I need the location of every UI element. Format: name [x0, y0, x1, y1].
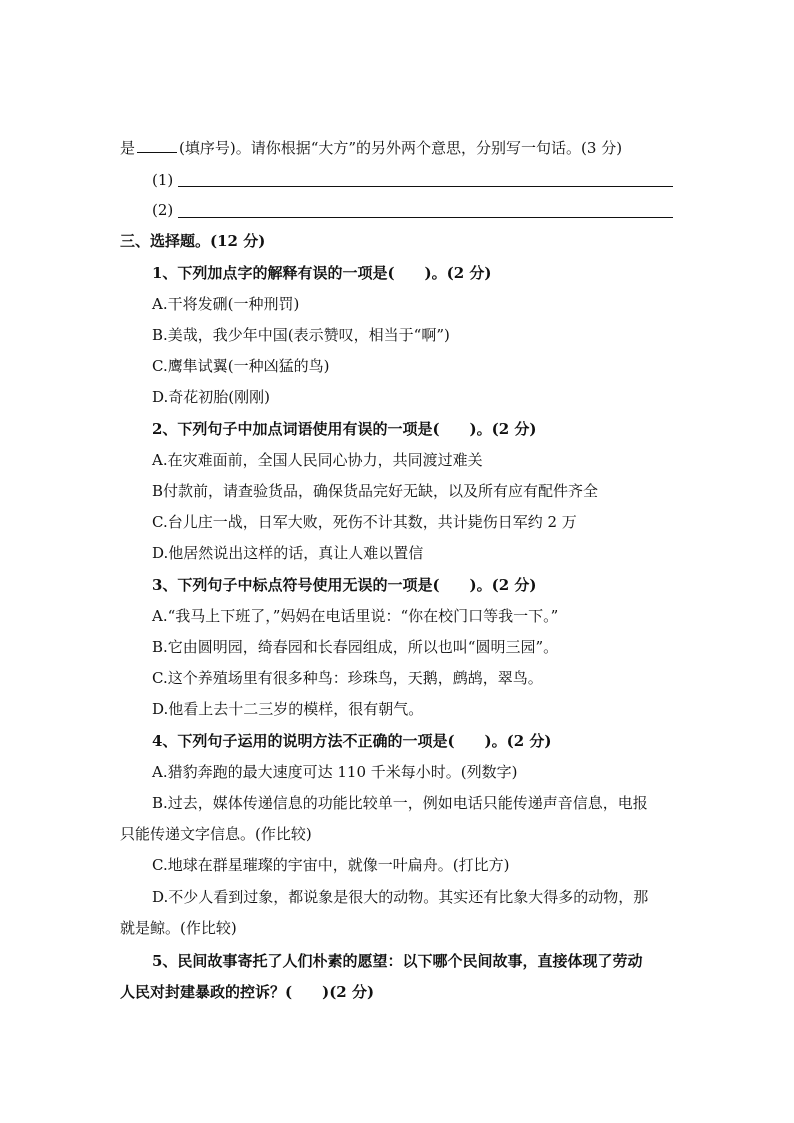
q3-option-b: B.它由圆明园，绮春园和长春园组成，所以也叫“圆明三园”。 [152, 638, 559, 656]
answer-2-rule[interactable] [178, 217, 673, 218]
intro-after: (填序号)。请你根据“大方”的另外两个意思，分别写一句话。(3 分) [179, 139, 623, 157]
intro-line [0, 138, 794, 158]
q2-stem: 2、下列句子中加点词语使用有误的一项是( )。(2 分) [152, 420, 537, 438]
q4-stem: 4、下列句子运用的说明方法不正确的一项是( )。(2 分) [152, 732, 552, 750]
q2-option-a: A.在灾难面前，全国人民同心协力，共同渡过难关 [152, 451, 483, 469]
q4-option-a: A.猎豹奔跑的最大速度可达 110 千米每小时。(列数字) [152, 763, 518, 781]
q3-option-c: C.这个养殖场里有很多种鸟：珍珠鸟，天鹅，鹧鸪，翠鸟。 [152, 669, 543, 687]
q1-option-c: C.鹰隼试翼(一种凶猛的鸟) [152, 357, 330, 375]
fill-blank[interactable] [137, 138, 177, 153]
q4-option-d-line2: 就是鲸。(作比较) [120, 919, 237, 937]
q5-stem-line2: 人民对封建暴政的控诉？( )(2 分) [120, 983, 375, 1001]
q2-option-b: B付款前，请查验货品，确保货品完好无缺，以及所有应有配件齐全 [152, 482, 599, 500]
q3-stem: 3、下列句子中标点符号使用无误的一项是( )。(2 分) [152, 576, 537, 594]
answer-1-label: (1) [152, 171, 174, 189]
answer-line-1 [0, 170, 794, 190]
q4-option-b-line1: B.过去，媒体传递信息的功能比较单一，例如电话只能传递声音信息，电报 [152, 794, 648, 812]
q1-option-a: A.干将发硎(一种刑罚) [152, 295, 300, 313]
q1-stem: 1、下列加点字的解释有误的一项是( )。(2 分) [152, 264, 492, 282]
q3-option-a: A.“我马上下班了，”妈妈在电话里说：“你在校门口等我一下。” [152, 607, 559, 625]
q4-option-d-line1: D.不少人看到过象，都说象是很大的动物。其实还有比象大得多的动物，那 [152, 888, 649, 906]
q1-option-d: D.奇花初胎(刚刚) [152, 388, 270, 406]
q2-option-d: D.他居然说出这样的话，真让人难以置信 [152, 544, 424, 562]
answer-1-rule[interactable] [178, 186, 673, 187]
q1-option-b: B.美哉，我少年中国(表示赞叹，相当于“啊”) [152, 326, 450, 344]
section-3-heading: 三、选择题。(12 分) [120, 232, 266, 250]
q4-option-c: C.地球在群星璀璨的宇宙中，就像一叶扁舟。(打比方) [152, 856, 510, 874]
answer-2-label: (2) [152, 201, 174, 219]
q4-option-b-line2: 只能传递文字信息。(作比较) [120, 825, 312, 843]
q5-stem-line1: 5、民间故事寄托了人们朴素的愿望：以下哪个民间故事，直接体现了劳动 [152, 952, 643, 970]
q3-option-d: D.他看上去十二三岁的模样，很有朝气。 [152, 700, 424, 718]
q2-option-c: C.台儿庄一战，日军大败，死伤不计其数，共计毙伤日军约 2 万 [152, 513, 577, 531]
intro-before: 是 [120, 139, 136, 157]
